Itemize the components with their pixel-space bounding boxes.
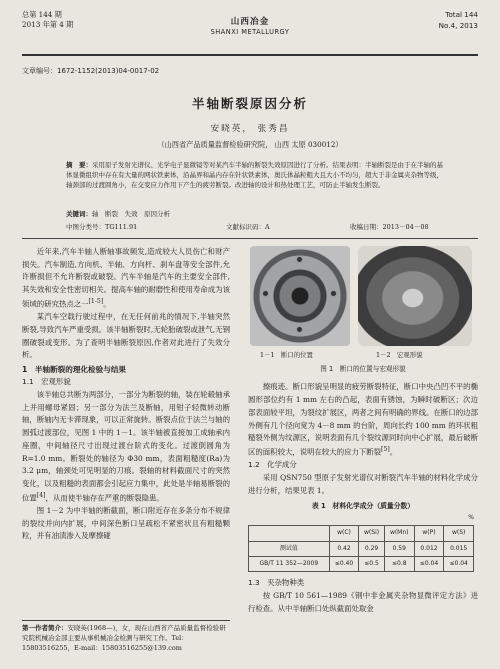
table-cell: ≤0.5	[359, 557, 384, 572]
bolt-icon	[296, 326, 303, 333]
figure-subcaption-1: 1－1 断口的位置	[260, 351, 313, 359]
table-cell: 0.015	[444, 541, 474, 556]
fracture-feature-paragraph: 擦痕迹。断口形貌呈明显的疲劳断裂特征，断口中央凸凹不平的椭圆形部位约有 1 mm 左右的凸起，表面有锈蚀，为瞬时破断区；次边部表面较平坦，为裂纹扩展区，两者之间有明确的界线。在断口的边部外侧有几个径向宽为 4－8 mm 的台阶，周向长约 100 mm 的环状粗糙裂外侧为纹源区，说明表面有几个裂纹源同时向中心扩展，最后破断区的面积较大，说明在较大的应力下断裂[5]。	[248, 382, 478, 457]
article-title: 半轴断裂原因分析	[191, 96, 308, 111]
inclusion-paragraph: 按 GB/T 10 561—1989《钢中非金属夹杂物显微评定方法》进行检查。从中半轴断口处纵截面处取金	[248, 591, 478, 613]
table-row	[249, 541, 474, 556]
table-header-cell: w(P)	[414, 526, 444, 541]
table-cell: ≤0.04	[444, 557, 474, 572]
table-cell: 0.42	[329, 541, 359, 556]
clc-number: 中图分类号：TG111.91	[66, 223, 138, 231]
figure-caption: 图 1 断口的位置与宏观形貌	[320, 365, 406, 373]
abstract	[66, 160, 446, 190]
abstract-text: 采用原子发射光谱仪、光学电子显微镜等对某汽车半轴的断裂失效原因进行了分析。结果表明：半轴断裂是由于在半轴的基体显微组织中存在有大量的网状铁素体，沿晶界和晶内存在针状铁素体，奥氏体晶粒粗大且大小不均匀，超大于非金属夹杂物等级，轴颈部的过渡圆角小，在交变应力作用下产生的疲劳断裂。改进轴的设计和热处理工艺，可防止半轴发生断裂。	[66, 161, 443, 190]
received-date: 收稿日期：2013－04－08	[350, 223, 429, 231]
bolt-icon	[262, 290, 269, 297]
table-header-cell: w(Si)	[359, 526, 384, 541]
author-footnote	[22, 620, 230, 653]
right-column	[248, 246, 478, 616]
header-rule	[22, 54, 478, 56]
section-heading-1-1: 1.1 宏观形貌	[22, 377, 71, 387]
composition-table	[248, 525, 474, 572]
abstract-separator	[22, 238, 478, 239]
left-column	[22, 246, 230, 543]
table-cell: 0.29	[359, 541, 384, 556]
intro-paragraph-1: 近年来,汽车半轴人断轴事故频发,造成较大人员伤亡和财产损失。汽车制造,方向机、半轴、方向杆、刹车盘等安全部件,允许断损但不允许断裂或破裂。汽车半轴是汽车的主要安全部件,其失效和安全性密切相关。提高车轴的耐磨性和使用寿命成为该领域的研究热点之一[1-5]。	[22, 247, 230, 309]
article-number: 文章编号：1672-1152(2013)04-0017-02	[22, 67, 160, 75]
figure-1	[248, 246, 478, 364]
table-cell: ≤0.04	[414, 557, 444, 572]
keywords-text: 轴 断裂 失效 原因分析	[92, 210, 170, 218]
macro-morphology-paragraph: 该半轴总共断为两部分，一部分为断裂的轴，装在轮毂轴承上并用螺母紧固；另一部分为法兰及断轴，用钳子轻微转动断轴，断轴内无卡滞现象，可以正常旋转。断裂点位于法兰与轴的圆弧过渡部位，见图 1 中的 1－1。该半轴被直接加工成轴承内座圈，中间轴径尺寸出现过渡台阶式的变化。过渡倒圆角为 R=1.0 mm。断裂处的轴径为 Φ30 mm，表面粗糙度(Ra)为 3.2 μm，轴颈处可见明显的刀痕。裂轴的材料截面尺寸的突然变化，以及粗糙的表面都会引起应力集中，此处是半轴易断裂的位置[4]，从而使半轴存在严重的断裂隐患。	[22, 389, 230, 503]
journal-name-en: SHANXI METALLURGY	[210, 28, 290, 37]
table-header-cell: w(S)	[444, 526, 474, 541]
table-cell: 0.59	[384, 541, 414, 556]
issue-en: No.4, 2013	[438, 20, 478, 30]
fracture-location-photo	[250, 246, 350, 346]
affiliation: （山西省产品质量监督检验研究院， 山西 太原 030012）	[157, 140, 343, 149]
footnote-text: 安晓英(1968—)，女，现在山西省产品质量监督检验研究院机械冶金部主要从事机械冶金检测与研究工作。Tel：15803516255，E-mail：15803516255@139.com	[22, 624, 226, 653]
citation: [1-5]	[88, 297, 104, 305]
header-right	[439, 10, 478, 32]
chemical-composition-paragraph: 采用 QSN750 型原子发射光谱仪对断裂汽车半轴的材料化学成分进行分析，结果见表 1。	[248, 472, 478, 495]
issue-cn: 2013 年第 4 期	[22, 20, 74, 30]
journal-name	[22, 16, 478, 38]
table-header-cell: w(Mn)	[384, 526, 414, 541]
footnote-label: 第一作者简介：	[22, 624, 68, 632]
table-cell: 测试值	[249, 541, 330, 556]
table-cell: 0.012	[414, 541, 444, 556]
fracture-section-paragraph: 图 1－2 为中半轴的断截面，断口附近存在多条分布不规律的裂纹并向内扩展，中间深色断口呈疏松不紧密状且有粗糙颗粒，并有油渍渗入及摩擦碰	[22, 505, 230, 541]
keywords	[66, 210, 446, 219]
total-issue-cn: 总第 144 期	[22, 10, 62, 19]
bolt-icon	[296, 256, 303, 263]
section-heading-1-2: 1.2 化学成分	[248, 460, 297, 470]
table-caption: 表 1 材料化学成分（质量分数）	[311, 502, 415, 511]
table-header-cell: w(C)	[329, 526, 359, 541]
table-header-row	[249, 526, 474, 541]
citation: [4]	[36, 491, 46, 499]
figure-subcaption-2: 1－2 宏观形貌	[376, 351, 423, 359]
table-unit: %	[468, 514, 474, 522]
journal-name-cn: 山西冶金	[230, 17, 270, 27]
intro-paragraph-2: 某汽车空载行驶过程中，在无任何前兆的情况下,半轴突然断裂,导致汽车严重受损。该半轴断裂时,无轮胎破裂或泄气,无钢圈破裂或变形。为了查明半轴断裂原因,作者对此进行了失效分析。	[22, 312, 230, 360]
table-cell: GB/T 11 352—2009	[249, 557, 330, 572]
authors: 安晓英， 张秀昌	[210, 124, 290, 134]
total-issue-en: Total 144	[445, 10, 478, 19]
table-row	[249, 557, 474, 572]
macro-morphology-photo	[358, 246, 472, 346]
keywords-label: 关键词：	[66, 210, 92, 218]
abstract-label: 摘 要：	[66, 161, 92, 169]
table-cell: ≤0.8	[384, 557, 414, 572]
document-code: 文献标识码：A	[226, 223, 270, 231]
bolt-icon	[330, 290, 337, 297]
page-header	[22, 8, 478, 54]
table-cell: ≤0.40	[329, 557, 359, 572]
section-heading-1: 1 半轴断裂的理化检验与结果	[22, 365, 127, 375]
table-header-cell	[249, 526, 330, 541]
section-heading-1-3: 1.3 夹杂物种类	[248, 578, 305, 588]
citation: [5]	[381, 446, 390, 453]
classification-line	[66, 223, 446, 232]
